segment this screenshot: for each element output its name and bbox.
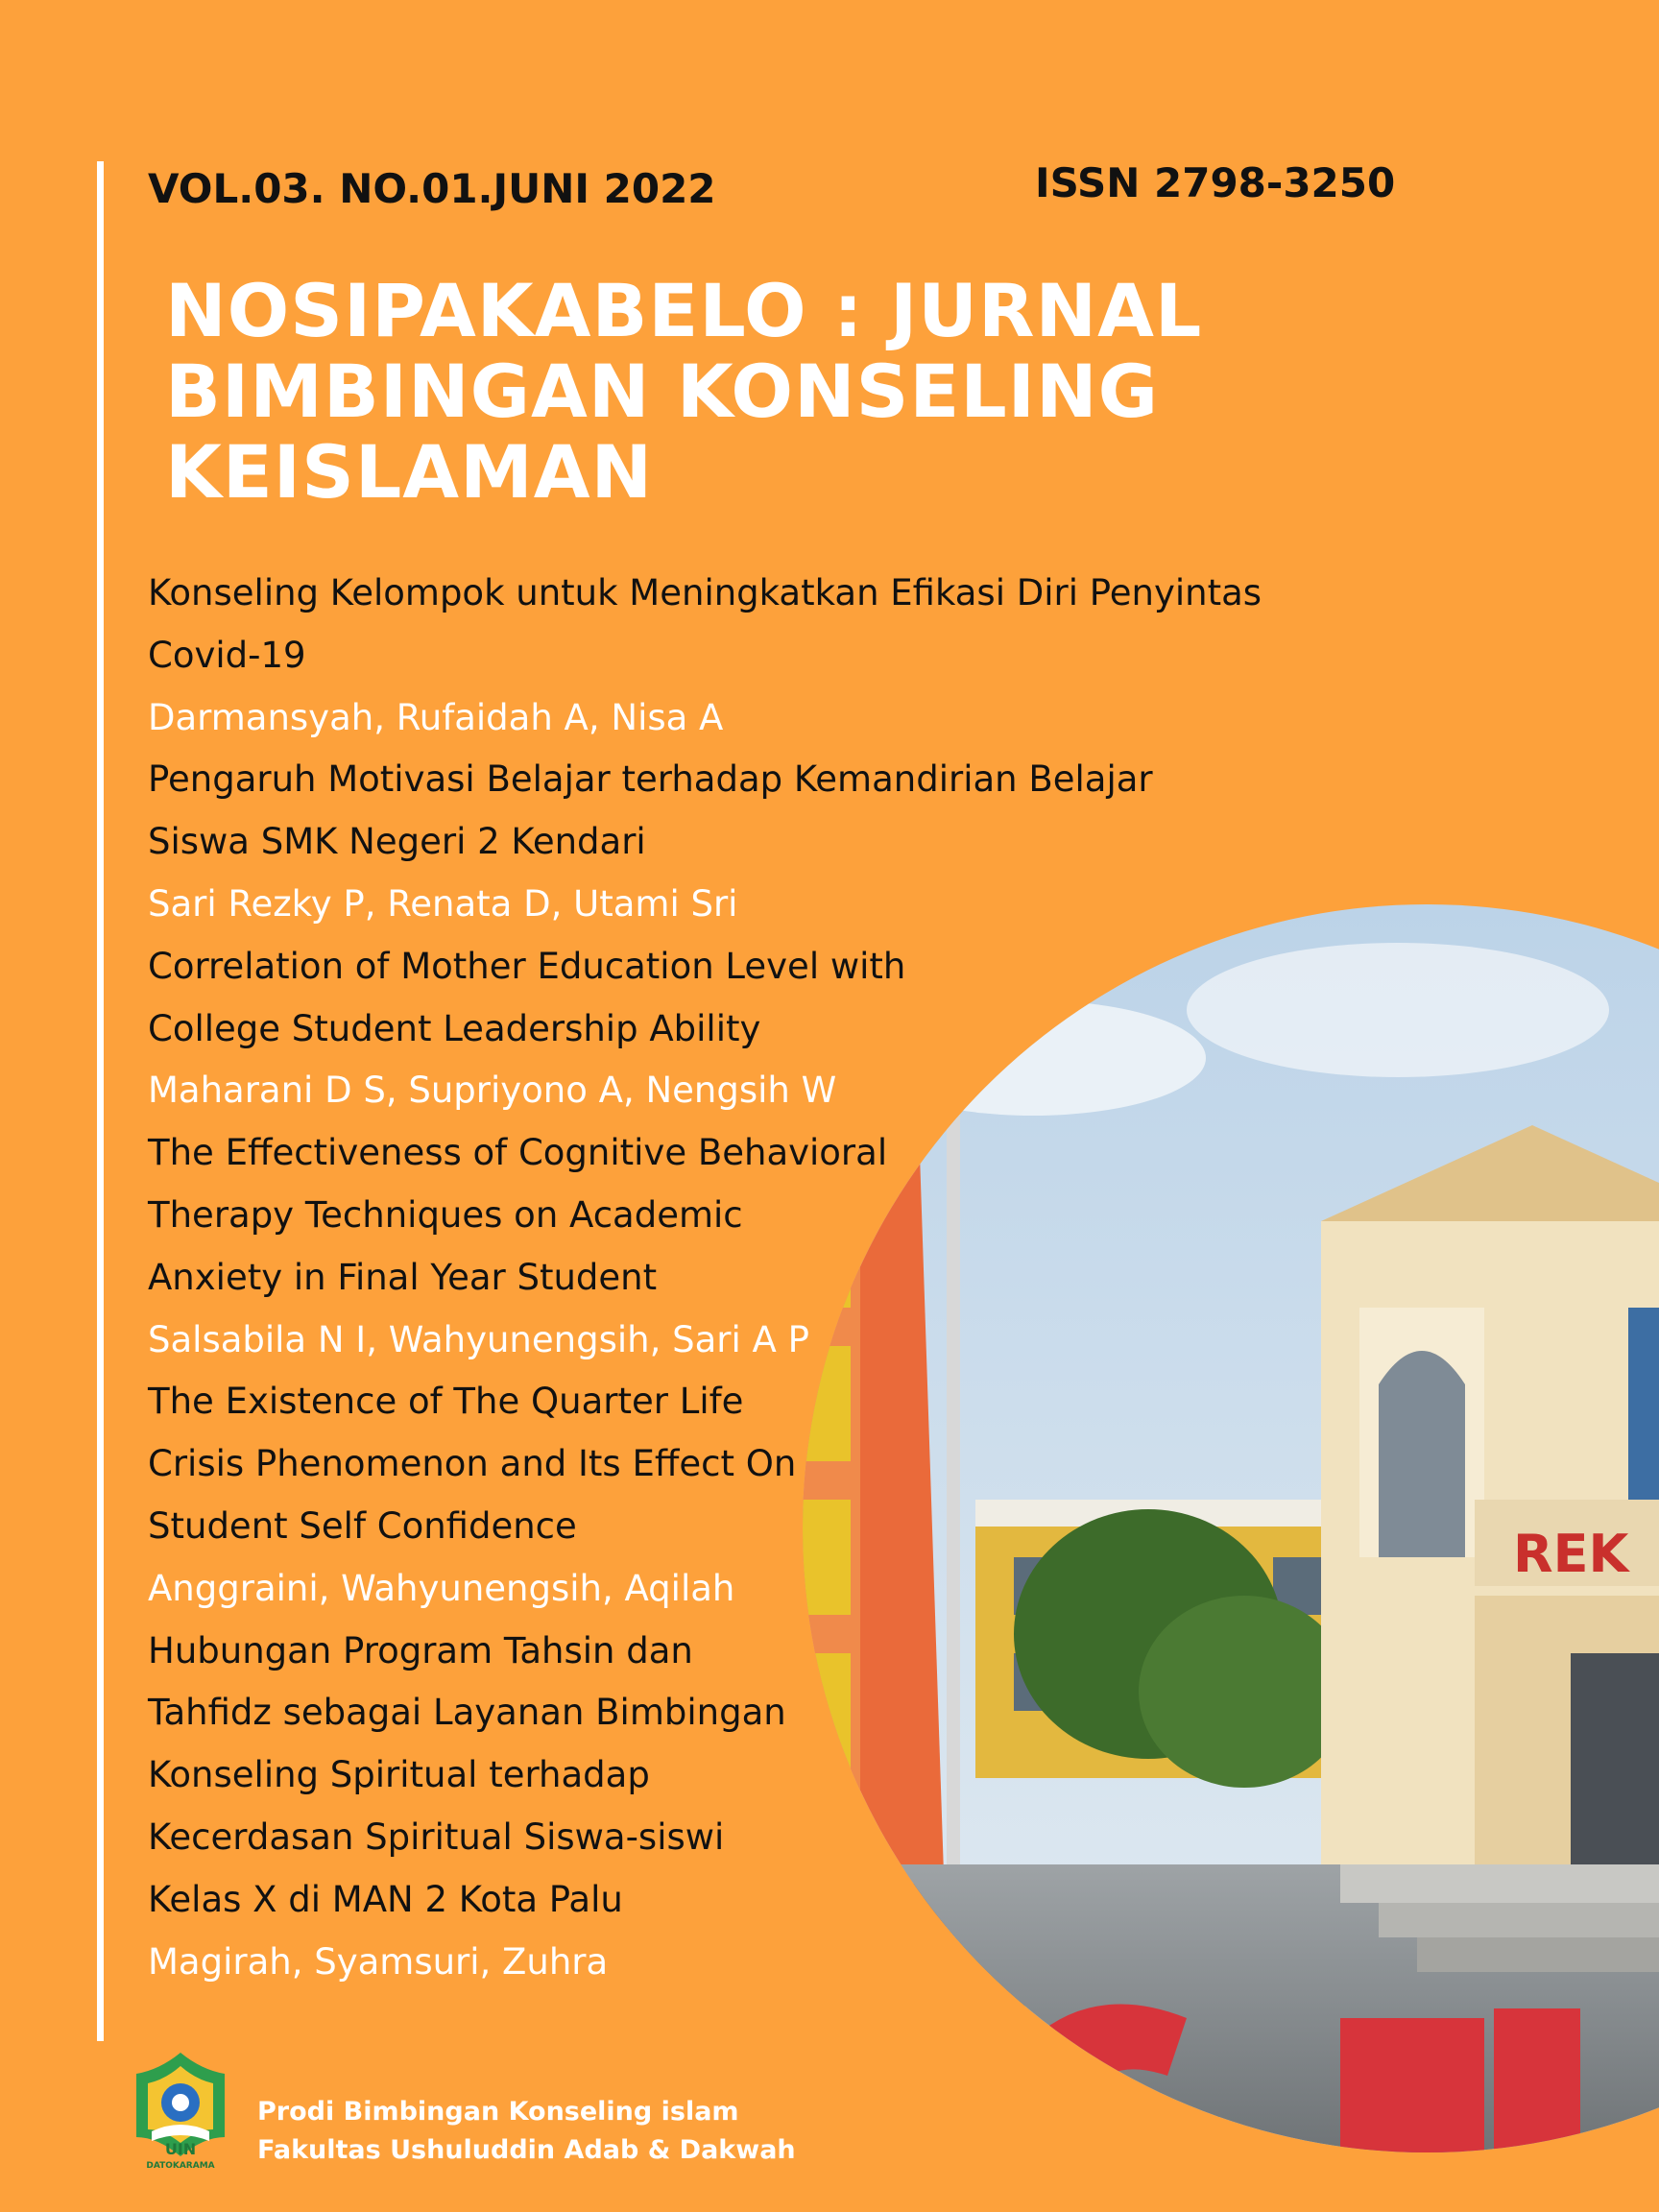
logo-mark: UIN [164,2140,197,2158]
issn-label: ISSN 2798-3250 [1035,159,1396,206]
article-title-line: Correlation of Mother Education Level with [148,945,906,987]
volume-label: VOL.03. NO.01.JUNI 2022 [148,165,716,212]
article-title-line: Konseling Spiritual terhadap [148,1754,650,1796]
article-title-line: College Student Leadership Ability [148,1007,761,1049]
article-title-line: Siswa SMK Negeri 2 Kendari [148,821,646,863]
journal-title-line-1: NOSIPAKABELO : JURNAL [165,268,1203,353]
logo-caption: DATOKARAMA [146,2161,215,2171]
publisher-line-2: Fakultas Ushuluddin Adab & Dakwah [257,2135,796,2165]
table-of-contents [148,563,1396,1993]
article-title-line: Hubungan Program Tahsin dan [148,1629,693,1671]
article-title-line: Crisis Phenomenon and Its Effect On [148,1443,797,1485]
building-sign: REK [1513,1524,1629,1584]
publisher-line-1: Prodi Bimbingan Konseling islam [257,2097,739,2127]
article-authors: Maharani D S, Supriyono A, Nengsih W [148,1070,837,1112]
article-authors: Sari Rezky P, Renata D, Utami Sri [148,882,738,925]
journal-title-line-2: BIMBINGAN KONSELING [165,349,1159,434]
publisher-footer [257,2093,796,2170]
article-title-line: Student Self Confidence [148,1504,577,1547]
article-title-line: Tahfidz sebagai Layanan Bimbingan [148,1692,786,1734]
article-title-line: Therapy Techniques on Academic [148,1193,743,1236]
vertical-divider [97,161,104,2041]
article-title-line: Anxiety in Final Year Student [148,1256,658,1298]
article-title-line: The Existence of The Quarter Life [148,1381,744,1423]
article-title-line: Covid-19 [148,634,306,676]
article-title-line: The Effectiveness of Cognitive Behavioral [148,1132,888,1174]
article-authors: Anggraini, Wahyunengsih, Aqilah [148,1567,735,1609]
article-title-line: Kecerdasan Spiritual Siswa-siswi [148,1815,725,1858]
article-title-line: Konseling Kelompok untuk Meningkatkan Efikasi Diri Penyintas [148,572,1262,613]
article-authors: Darmansyah, Rufaidah A, Nisa A [148,696,724,738]
article-title-line: Pengaruh Motivasi Belajar terhadap Kemandirian Belajar [148,758,1153,801]
journal-title [165,268,1528,515]
article-title-line: Kelas X di MAN 2 Kota Palu [148,1878,623,1920]
journal-title-line-3: KEISLAMAN [165,429,654,515]
university-logo [127,2049,234,2172]
article-authors: Magirah, Syamsuri, Zuhra [148,1940,609,1983]
article-authors: Salsabila N I, Wahyunengsih, Sari A P [148,1318,809,1360]
